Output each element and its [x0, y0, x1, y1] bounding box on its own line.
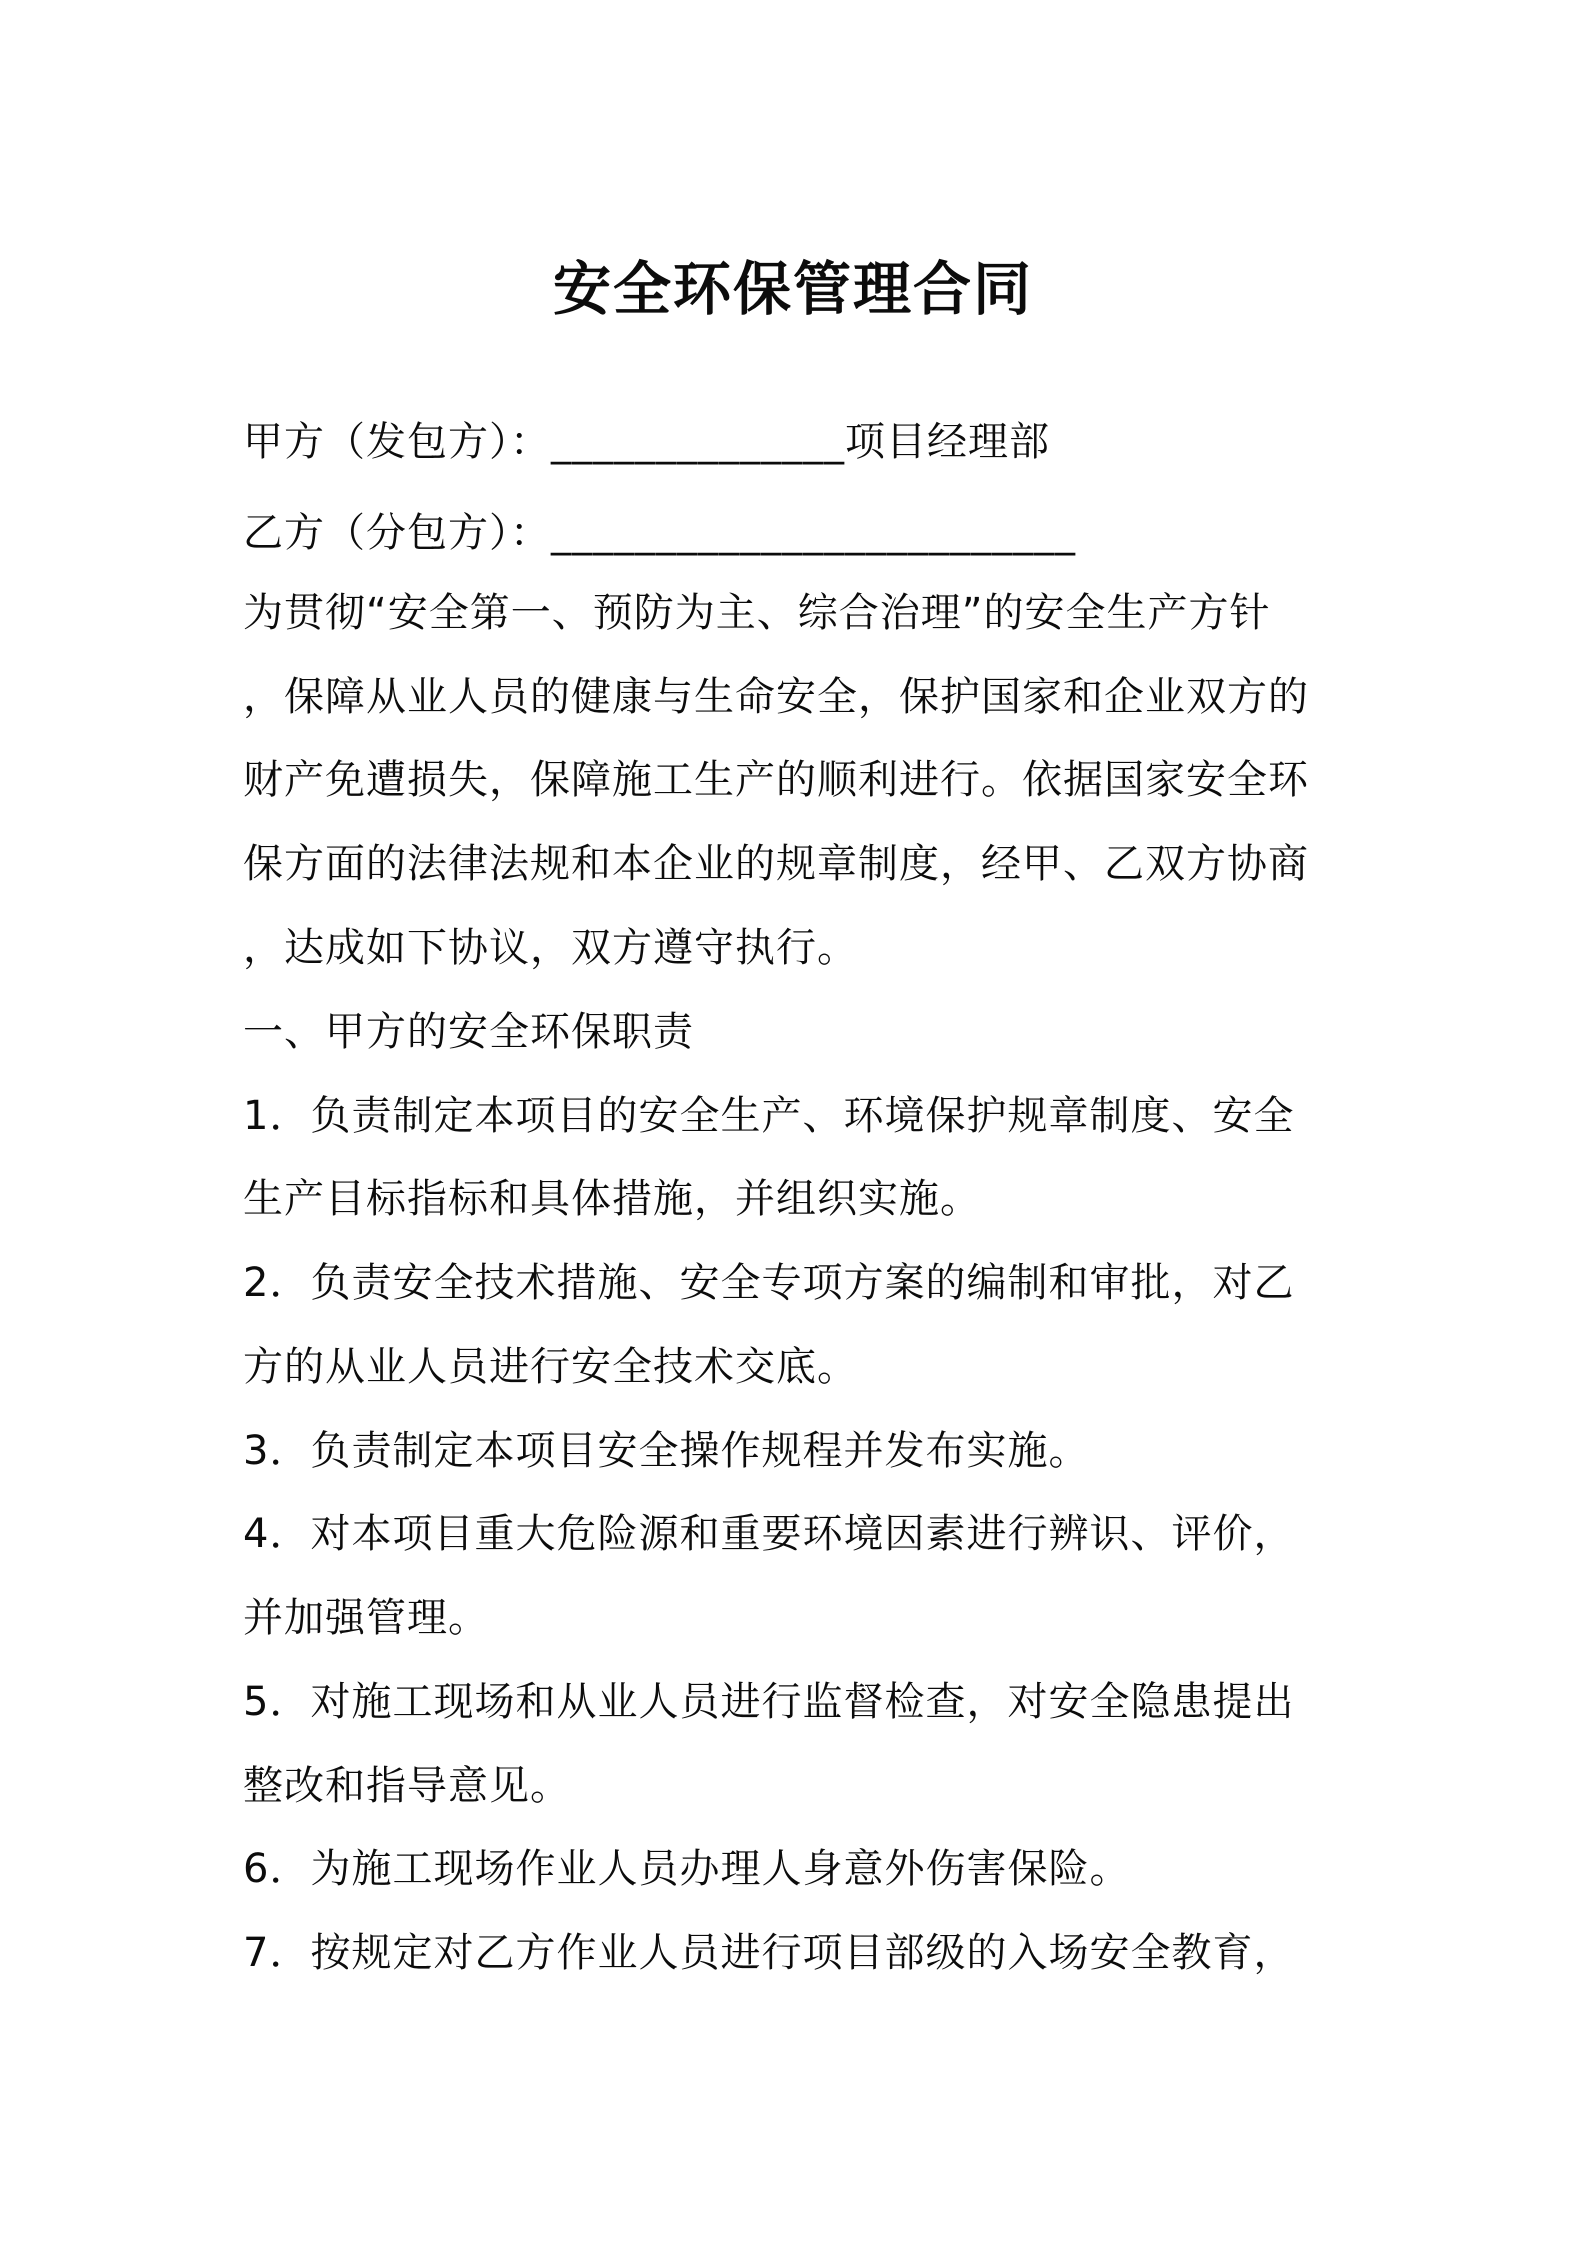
clause-line: 5．对施工现场和从业人员进行监督检查，对安全隐患提出 [243, 1679, 1295, 1725]
clause-line: 4．对本项目重大危险源和重要环境因素进行辨识、评价， [243, 1511, 1295, 1557]
clause-line: 6．为施工现场作业人员办理人身意外伤害保险。 [243, 1846, 1131, 1892]
clause-line: 2．负责安全技术措施、安全专项方案的编制和审批，对乙 [243, 1260, 1295, 1306]
preamble-line: 财产免遭损失，保障施工生产的顺利进行。依据国家安全环 [243, 757, 1309, 803]
clause-line: 方的从业人员进行安全技术交底。 [243, 1344, 858, 1390]
party-b-line [243, 505, 1358, 561]
party-a-value: 项目经理部 [845, 419, 1050, 465]
clause-line: 并加强管理。 [243, 1595, 489, 1641]
preamble-line: ，达成如下协议，双方遵守执行。 [243, 925, 858, 971]
party-b-blank: _________________________ [551, 510, 1076, 556]
party-b-label: 乙方（分包方）： [243, 510, 551, 556]
preamble-line: 为贯彻“安全第一、预防为主、综合治理”的安全生产方针 [243, 590, 1271, 636]
clause-line: 1．负责制定本项目的安全生产、环境保护规章制度、安全 [243, 1093, 1295, 1139]
party-a-label: 甲方（发包方）： [243, 419, 551, 465]
document-title: 安全环保管理合同 [552, 255, 1033, 323]
section-heading: 一、甲方的安全环保职责 [243, 1009, 694, 1055]
clause-line: 生产目标指标和具体措施，并组织实施。 [243, 1176, 981, 1222]
party-a-blank: ______________ [551, 419, 845, 465]
preamble-line: ，保障从业人员的健康与生命安全，保护国家和企业双方的 [243, 674, 1309, 720]
clause-line: 7．按规定对乙方作业人员进行项目部级的入场安全教育， [243, 1930, 1295, 1976]
clause-line: 3．负责制定本项目安全操作规程并发布实施。 [243, 1428, 1090, 1474]
clause-line: 整改和指导意见。 [243, 1763, 571, 1809]
party-a-line [243, 414, 1358, 470]
preamble-line: 保方面的法律法规和本企业的规章制度，经甲、乙双方协商 [243, 841, 1309, 887]
